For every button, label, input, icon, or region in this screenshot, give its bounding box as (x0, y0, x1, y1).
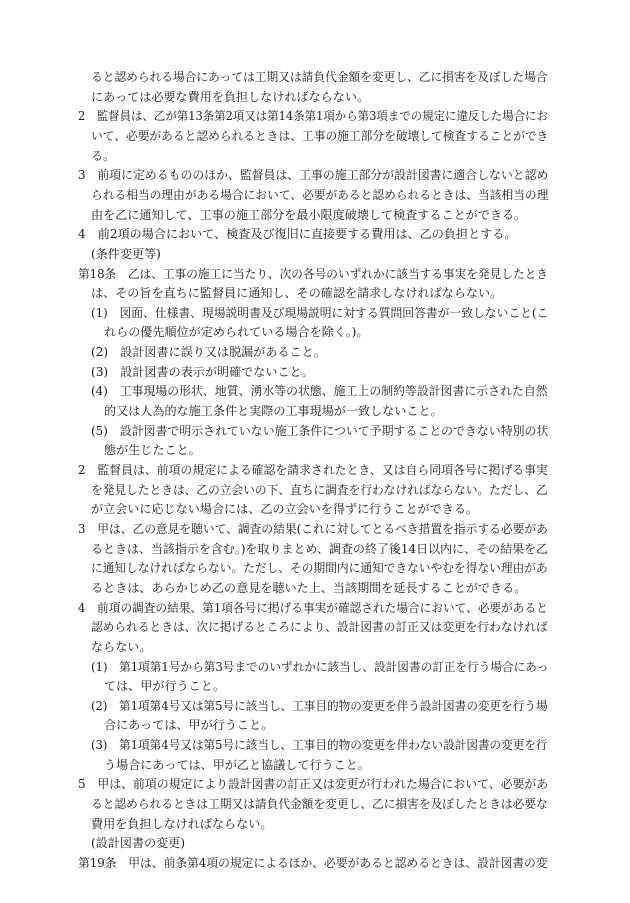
text-line: (3) 設計図書の表示が明確でないこと。 (91, 364, 314, 379)
text-line: 第18条 乙は、工事の施工に当たり、次の各号のいずれかに該当する事実を発見したとき (78, 266, 549, 281)
text-line: (条件変更等) (91, 246, 161, 261)
text-line: ると認められる場合にあっては工期又は請負代金額を変更し、乙に損害を及ぼした場合 (91, 70, 548, 84)
text-line: (4) 工事現場の形状、地質、湧水等の状態、施工上の制約等設計図書に示された自然 (91, 384, 548, 399)
text-line: 認められるときは、次に掲げるところにより、設計図書の訂正又は変更を行わなければ (91, 620, 548, 635)
text-line: は、その旨を直ちに監督員に通知し、その確認を請求しなければならない。 (91, 286, 503, 301)
text-line: が立会いに応じない場合には、乙の立会いを得ずに行うことができる。 (91, 502, 479, 517)
text-line: るときは、あらかじめ乙の意見を聴いた上、当該期間を延長することができる。 (91, 580, 527, 595)
text-line: られる相当の理由がある場合において、必要があると認められるときは、当該相当の理 (91, 187, 549, 202)
text-line: (2) 設計図書に誤り又は脱漏があること。 (91, 345, 326, 360)
text-line: るときは、当該指示を含む。)を取りまとめ、調査の終了後14日以内に、その結果を乙 (91, 541, 549, 556)
text-line: (設計図書の変更) (91, 836, 186, 851)
text-line: 由を乙に通知して、工事の施工部分を最小限度破壊して検査することができる。 (91, 207, 527, 222)
text-line: に通知しなければならない。ただし、その期間内に通知できないやむを得ない理由があ (91, 561, 548, 576)
text-line: 3 前項に定めるもののほか、監督員は、工事の施工部分が設計図書に適合しないと認め (78, 168, 549, 183)
text-line: (2) 第1項第4号又は第5号に該当し、工事目的物の変更を伴う設計図書の変更を行う場 (91, 698, 548, 713)
text-line: (3) 第1項第4号又は第5号に該当し、工事目的物の変更を伴わない設計図書の変更を行 (91, 738, 548, 753)
text-line: 2 監督員は、前項の規定による確認を請求されたとき、又は自ら同項各号に掲げる事実 (78, 463, 548, 477)
text-line: 合にあっては、甲が行うこと。 (104, 718, 274, 733)
text-line: 4 前項の調査の結果、第1項各号に掲げる事実が確認された場合において、必要があると (78, 600, 548, 615)
text-line: 費用を負担しなければならない。 (91, 816, 273, 831)
text-line: 2 監督員は、乙が第13条第2項又は第14条第1項から第3項までの規定に違反した場合にお (78, 109, 548, 124)
text-line: を発見したときは、乙の立会いの下、直ちに調査を行わなければならない。ただし、乙 (91, 482, 548, 497)
text-line: 第19条 甲は、前条第4項の規定によるほか、必要があると認めるときは、設計図書の変 (78, 856, 548, 870)
text-line: にあっては必要な費用を負担しなければならない。 (91, 89, 370, 104)
text-line: 3 甲は、乙の意見を聴いて、調査の結果(これに対してとるべき措置を指示する必要があ (78, 521, 548, 536)
text-line: れらの優先順位が定められている場合を除く。)。 (104, 325, 369, 340)
text-line: (5) 設計図書で明示されていない施工条件について予期することのできない特別の状 (91, 423, 549, 438)
text-line: ては、甲が行うこと。 (104, 679, 225, 694)
text-line: ると認められるときは工期又は請負代金額を変更し、乙に損害を及ぼしたときは必要な (91, 797, 548, 812)
text-line: 態が生じたこと。 (104, 443, 201, 458)
text-line: ならない。 (91, 639, 152, 654)
text-line: 4 前2項の場合において、検査及び復旧に直接要する費用は、乙の負担とする。 (78, 227, 517, 242)
text-line: る。 (91, 148, 116, 163)
text-line: う場合にあっては、甲が乙と協議して行うこと。 (104, 757, 370, 772)
text-line: いて、必要があると認められるときは、工事の施工部分を破壊して検査することができ (91, 128, 549, 143)
text-line: (1) 図面、仕様書、現場説明書及び現場説明に対する質問回答書が一致しないこと(こ (91, 305, 549, 320)
text-line: 的又は人為的な施工条件と実際の工事現場が一致しないこと。 (104, 404, 443, 419)
text-line: (1) 第1項第1号から第3号までのいずれかに該当し、設計図書の訂正を行う場合にあっ (91, 659, 549, 674)
text-line: 5 甲は、前項の規定により設計図書の訂正又は変更が行われた場合において、必要があ (78, 777, 549, 792)
